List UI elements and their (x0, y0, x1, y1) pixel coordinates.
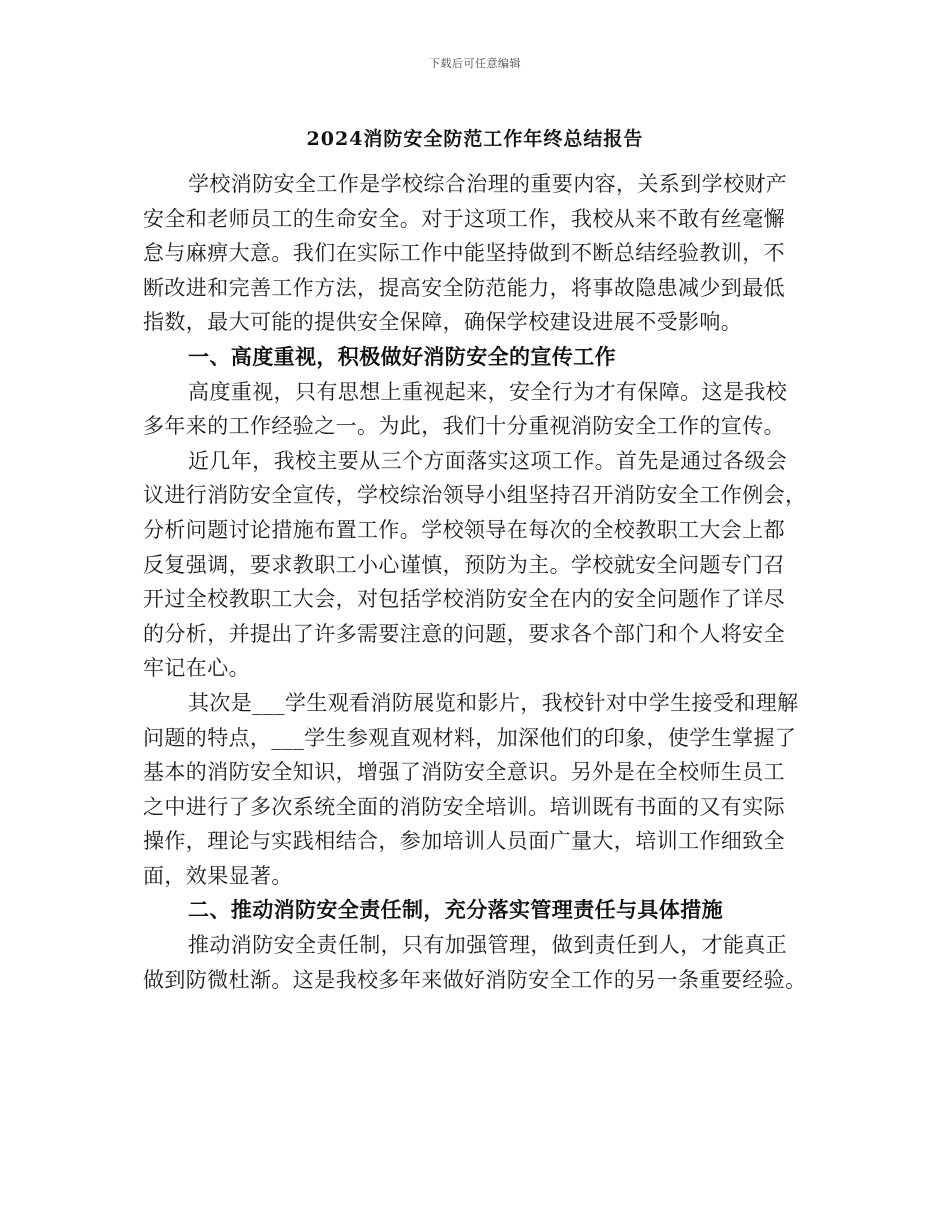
text-line: 其次是___学生观看消防展览和影片，我校针对中学生接受和理解 (188, 690, 799, 715)
document-body (143, 167, 813, 997)
text-line: 之中进行了多次系统全面的消防安全培训。培训既有书面的又有实际 (143, 794, 785, 819)
text-line: 议进行消防安全宣传，学校综治领导小组坚持召开消防安全工作例会， (143, 483, 807, 508)
text-line: 分析问题讨论措施布置工作。学校领导在每次的全校教职工大会上都 (143, 517, 785, 542)
text-line: 问题的特点，___学生参观直观材料，加深他们的印象，使学生掌握了 (143, 725, 797, 750)
text-line: 开过全校教职工大会，对包括学校消防安全在内的安全问题作了详尽 (143, 587, 785, 612)
header-note: 下载后可任意编辑 (429, 57, 521, 70)
section-heading: 二、推动消防安全责任制，充分落实管理责任与具体措施 (188, 897, 723, 923)
text-line: 断改进和完善工作方法，提高安全防范能力，将事故隐患减少到最低 (143, 275, 785, 300)
text-line: 学校消防安全工作是学校综合治理的重要内容，关系到学校财产 (188, 172, 788, 196)
text-line: 指数，最大可能的提供安全保障，确保学校建设进展不受影响。 (143, 310, 743, 335)
text-line: 近几年，我校主要从三个方面落实这项工作。首先是通过各级会 (188, 448, 788, 473)
text-line: 多年来的工作经验之一。为此，我们十分重视消防安全工作的宣传。 (143, 414, 785, 439)
text-line: 怠与麻痹大意。我们在实际工作中能坚持做到不断总结经验教训，不 (143, 241, 785, 266)
text-line: 推动消防安全责任制，只有加强管理，做到责任到人，才能真正 (188, 933, 788, 958)
text-line: 安全和老师员工的生命安全。对于这项工作，我校从来不敢有丝毫懈 (143, 206, 785, 231)
text-line: 操作，理论与实践相结合，参加培训人员面广量大，培训工作细致全 (143, 829, 785, 854)
text-line: 高度重视，只有思想上重视起来，安全行为才有保障。这是我校 (188, 379, 788, 404)
text-line: 面，效果显著。 (143, 863, 293, 888)
text-line: 牢记在心。 (143, 656, 250, 681)
section-heading: 一、高度重视，积极做好消防安全的宣传工作 (188, 343, 616, 369)
text-line: 基本的消防安全知识，增强了消防安全意识。另外是在全校师生员工 (143, 760, 785, 785)
document-title: 2024消防安全防范工作年终总结报告 (306, 128, 644, 150)
text-line: 的分析，并提出了许多需要注意的问题，要求各个部门和个人将安全 (143, 621, 785, 646)
text-line: 做到防微杜渐。这是我校多年来做好消防安全工作的另一条重要经验。 (143, 967, 807, 992)
text-line: 反复强调，要求教职工小心谨慎，预防为主。学校就安全问题专门召 (143, 552, 785, 577)
